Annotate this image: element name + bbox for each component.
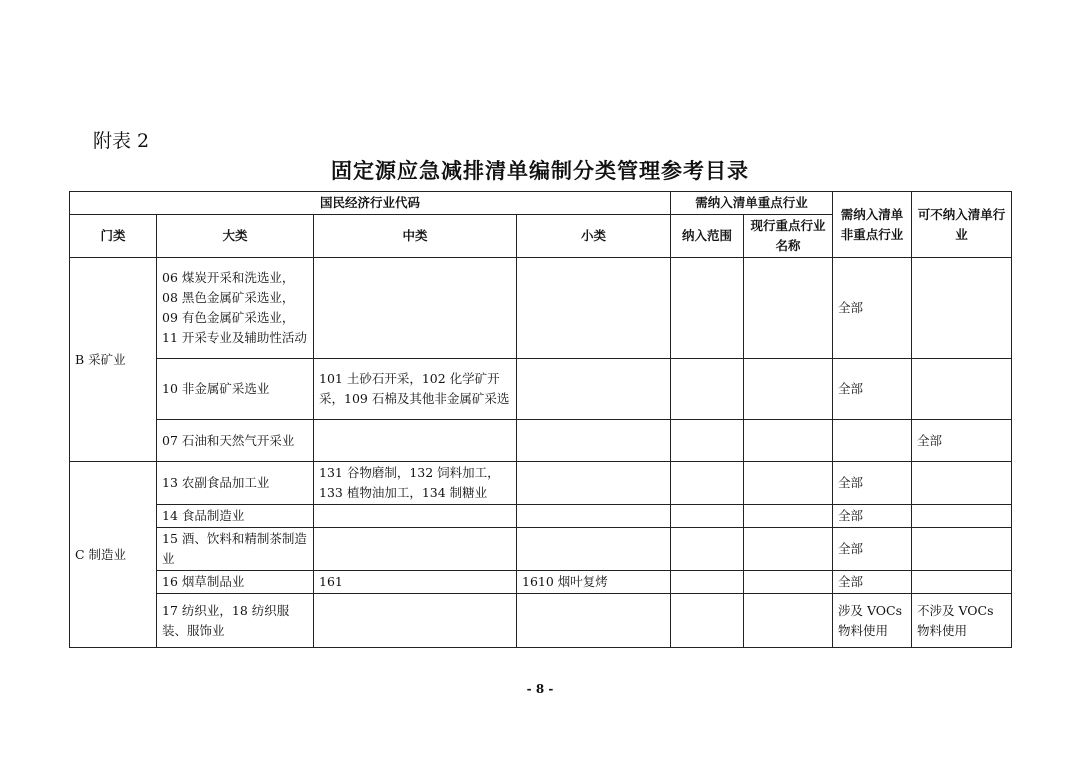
cell-dalei: 07 石油和天然气开采业 (157, 420, 314, 462)
header-dalei: 大类 (157, 215, 314, 258)
cell-non-key (833, 420, 912, 462)
cell-xiaolei (517, 359, 671, 420)
cell-scope (671, 505, 744, 528)
cell-xiaolei: 1610 烟叶复烤 (517, 571, 671, 594)
cell-scope (671, 420, 744, 462)
cell-non-key: 全部 (833, 359, 912, 420)
cell-dalei: 15 酒、饮料和精制茶制造业 (157, 528, 314, 571)
header-menlei: 门类 (70, 215, 157, 258)
appendix-label: 附表 2 (93, 130, 150, 152)
cell-non-key: 涉及 VOCs 物料使用 (833, 594, 912, 648)
catalog-table (69, 191, 1012, 648)
cell-dalei: 06 煤炭开采和洗选业，08 黑色金属矿采选业，09 有色金属矿采选业，11 开采专业及辅助性活动 (157, 258, 314, 359)
cell-excluded (912, 258, 1012, 359)
table-row (70, 359, 1012, 420)
header-non-key: 需纳入清单非重点行业 (833, 192, 912, 258)
table-row (70, 420, 1012, 462)
cell-zhonglei: 131 谷物磨制，132 饲料加工，133 植物油加工，134 制糖业 (314, 462, 517, 505)
cell-current-name (744, 571, 833, 594)
cell-current-name (744, 359, 833, 420)
cell-zhonglei (314, 420, 517, 462)
table-row (70, 462, 1012, 505)
cell-current-name (744, 420, 833, 462)
cell-non-key: 全部 (833, 571, 912, 594)
cell-current-name (744, 258, 833, 359)
category-manufacturing: C 制造业 (70, 462, 157, 648)
table-row (70, 594, 1012, 648)
cell-xiaolei (517, 594, 671, 648)
cell-excluded (912, 359, 1012, 420)
cell-xiaolei (517, 528, 671, 571)
cell-scope (671, 258, 744, 359)
cell-scope (671, 462, 744, 505)
table-row (70, 505, 1012, 528)
category-mining: B 采矿业 (70, 258, 157, 462)
header-xiaolei: 小类 (517, 215, 671, 258)
cell-non-key: 全部 (833, 528, 912, 571)
cell-current-name (744, 462, 833, 505)
cell-dalei: 17 纺织业，18 纺织服装、服饰业 (157, 594, 314, 648)
cell-xiaolei (517, 258, 671, 359)
cell-excluded (912, 462, 1012, 505)
cell-scope (671, 359, 744, 420)
header-excluded: 可不纳入清单行业 (912, 192, 1012, 258)
cell-excluded (912, 505, 1012, 528)
cell-non-key: 全部 (833, 258, 912, 359)
cell-xiaolei (517, 505, 671, 528)
cell-excluded: 不涉及 VOCs 物料使用 (912, 594, 1012, 648)
cell-current-name (744, 505, 833, 528)
cell-xiaolei (517, 420, 671, 462)
cell-current-name (744, 594, 833, 648)
cell-non-key: 全部 (833, 462, 912, 505)
cell-excluded (912, 571, 1012, 594)
header-row-1 (70, 192, 1012, 215)
cell-dalei: 10 非金属矿采选业 (157, 359, 314, 420)
cell-excluded (912, 528, 1012, 571)
cell-current-name (744, 528, 833, 571)
cell-scope (671, 571, 744, 594)
header-current-name: 现行重点行业名称 (744, 215, 833, 258)
table-row (70, 571, 1012, 594)
cell-dalei: 16 烟草制品业 (157, 571, 314, 594)
header-key-industry: 需纳入清单重点行业 (671, 192, 833, 215)
table-row (70, 528, 1012, 571)
header-scope: 纳入范围 (671, 215, 744, 258)
cell-zhonglei (314, 528, 517, 571)
cell-scope (671, 594, 744, 648)
cell-zhonglei (314, 258, 517, 359)
table-row (70, 258, 1012, 359)
cell-zhonglei: 101 土砂石开采，102 化学矿开采，109 石棉及其他非金属矿采选 (314, 359, 517, 420)
header-zhonglei: 中类 (314, 215, 517, 258)
cell-zhonglei: 161 (314, 571, 517, 594)
cell-scope (671, 528, 744, 571)
page-number: - 8 - (526, 682, 554, 696)
page-title: 固定源应急减排清单编制分类管理参考目录 (331, 158, 749, 183)
header-industry-code: 国民经济行业代码 (70, 192, 671, 215)
cell-xiaolei (517, 462, 671, 505)
cell-dalei: 14 食品制造业 (157, 505, 314, 528)
cell-zhonglei (314, 505, 517, 528)
cell-excluded: 全部 (912, 420, 1012, 462)
cell-non-key: 全部 (833, 505, 912, 528)
cell-dalei: 13 农副食品加工业 (157, 462, 314, 505)
cell-zhonglei (314, 594, 517, 648)
